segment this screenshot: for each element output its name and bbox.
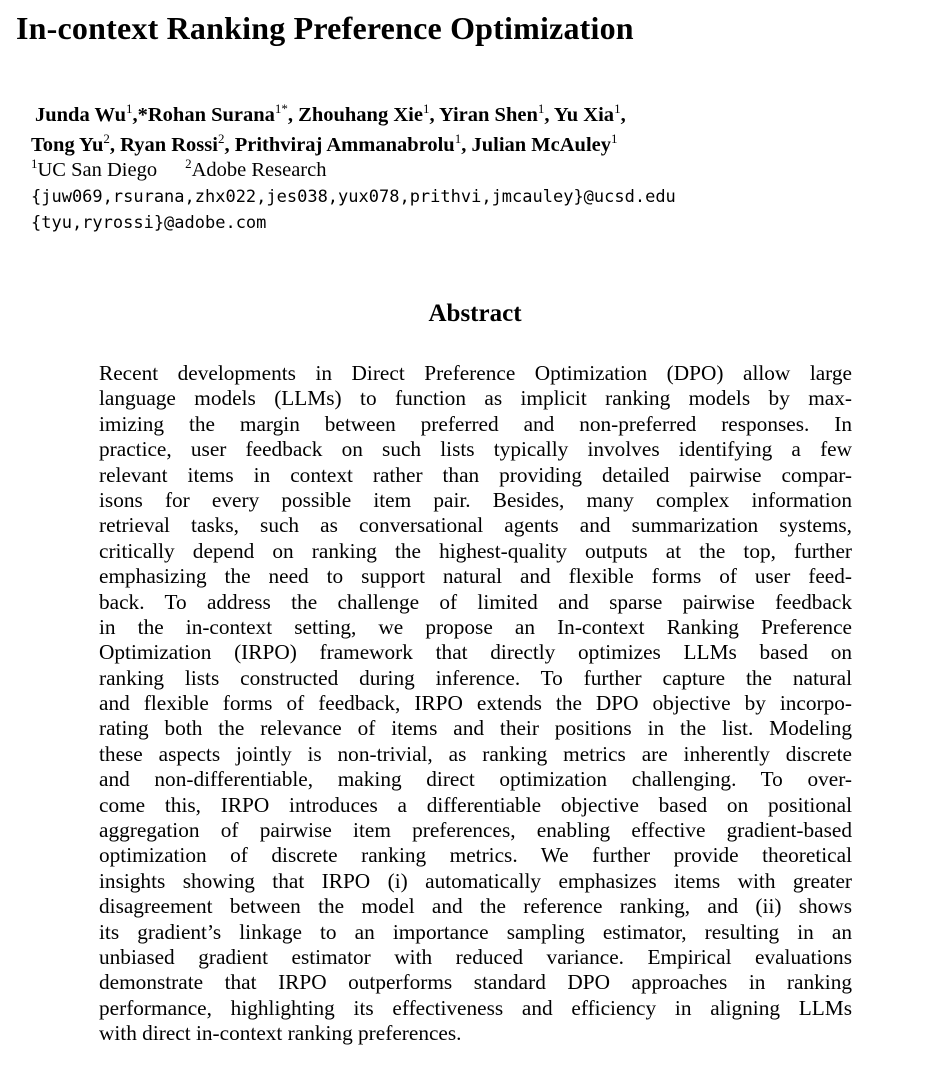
author-name: Zhouhang Xie (298, 104, 423, 126)
affiliation-name: UC San Diego (37, 159, 158, 181)
abstract-line: insights showing that IRPO (i) automatically emphasizes items with greater (99, 868, 852, 893)
affiliation-name: Adobe Research (191, 159, 327, 181)
author-affiliation-mark: 1 (614, 101, 621, 117)
abstract-line: demonstrate that IRPO outperforms standard DPO approaches in ranking (99, 970, 852, 995)
author-affiliation-mark: 1* (274, 101, 288, 117)
author-separator: , (461, 134, 472, 156)
author-name: Junda Wu (35, 104, 126, 126)
abstract-line: back. To address the challenge of limited and sparse pairwise feedback (99, 589, 852, 614)
abstract-line: practice, user feedback on such lists typically involves identifying a few (99, 437, 852, 462)
author-separator: , (544, 104, 554, 126)
abstract-line: ranking lists constructed during inference. To further capture the natural (99, 665, 852, 690)
abstract-line: these aspects jointly is non-trivial, as ranking metrics are inherently discrete (99, 741, 852, 766)
author-affiliation-mark: 1 (422, 101, 430, 117)
abstract-line: and non-differentiable, making direct optimization challenging. To over- (99, 767, 852, 792)
abstract-line: optimization of discrete ranking metrics. We further provide theoretical (99, 843, 852, 868)
author-name: Yiran Shen (438, 104, 538, 126)
abstract-line: disagreement between the model and the reference ranking, and (ii) shows (99, 894, 852, 919)
abstract-body (99, 361, 852, 1047)
abstract-line: with direct in-context ranking preferences. (99, 1021, 462, 1046)
abstract-line: unbiased gradient estimator with reduced variance. Empirical evaluations (99, 944, 852, 969)
abstract-line: relevant items in context rather than providing detailed pairwise compar- (99, 462, 852, 487)
author-affiliation-mark: 2 (217, 131, 225, 147)
abstract-heading: Abstract (428, 300, 522, 327)
abstract-line: emphasizing the need to support natural and flexible forms of user feed- (99, 564, 852, 589)
author-affiliation-mark: 2 (103, 131, 110, 147)
abstract-line: come this, IRPO introduces a differentiable objective based on positional (99, 792, 852, 817)
abstract-line: isons for every possible item pair. Besides, many complex information (99, 487, 852, 512)
author-affiliation-mark: 1 (611, 131, 618, 147)
author-name: Rohan Surana (147, 104, 275, 126)
paper-title: In-context Ranking Preference Optimization (16, 10, 634, 46)
author-separator: , (109, 134, 121, 156)
affiliation-mark: 2 (185, 156, 192, 172)
abstract-line: its gradient’s linkage to an importance sampling estimator, resulting in an (99, 919, 852, 944)
affiliation-mark: 1 (31, 156, 38, 172)
abstract-line: aggregation of pairwise item preferences, enabling effective gradient-based (99, 818, 852, 843)
abstract-line: performance, highlighting its effectiveness and efficiency in aligning LLMs (99, 995, 852, 1020)
abstract-line: critically depend on ranking the highest-quality outputs at the top, further (99, 538, 852, 563)
abstract-line: Recent developments in Direct Preference Optimization (DPO) allow large (99, 361, 852, 385)
email-adobe: {tyu,ryrossi}@adobe.com (31, 213, 267, 233)
abstract-line: rating both the relevance of items and their positions in the list. Modeling (99, 716, 852, 741)
abstract-line: in the in-context setting, we propose an In-context Ranking Preference (99, 614, 852, 639)
author-name: Yu Xia (553, 104, 615, 126)
author-separator: , (620, 104, 626, 126)
author-name: Tong Yu (31, 134, 104, 156)
author-separator: , (429, 104, 439, 126)
email-ucsd: {juw069,rsurana,zhx022,jes038,yux078,prithvi,jmcauley}@ucsd.edu (31, 187, 676, 207)
author-name: Ryan Rossi (120, 134, 218, 156)
affiliations (31, 156, 326, 184)
author-name: Julian McAuley (471, 134, 611, 156)
abstract-line: and flexible forms of feedback, IRPO extends the DPO objective by incorpo- (99, 691, 852, 716)
author-row-1 (31, 100, 626, 130)
author-separator: , (287, 104, 299, 126)
author-list (31, 100, 626, 160)
author-affiliation-mark: 1 (537, 101, 545, 117)
abstract-line: retrieval tasks, such as conversational agents and summarization systems, (99, 513, 852, 538)
abstract-line: Optimization (IRPO) framework that directly optimizes LLMs based on (99, 640, 852, 665)
author-name: Prithviraj Ammanabrolu (234, 134, 455, 156)
author-affiliation-mark: 1 (454, 131, 462, 147)
author-affiliation-mark: 1 (126, 101, 133, 117)
abstract-line: language models (LLMs) to function as implicit ranking models by max- (99, 386, 852, 411)
author-separator: , (224, 134, 235, 156)
author-separator: ,* (132, 104, 148, 126)
abstract-line: imizing the margin between preferred and non-preferred responses. In (99, 411, 852, 436)
